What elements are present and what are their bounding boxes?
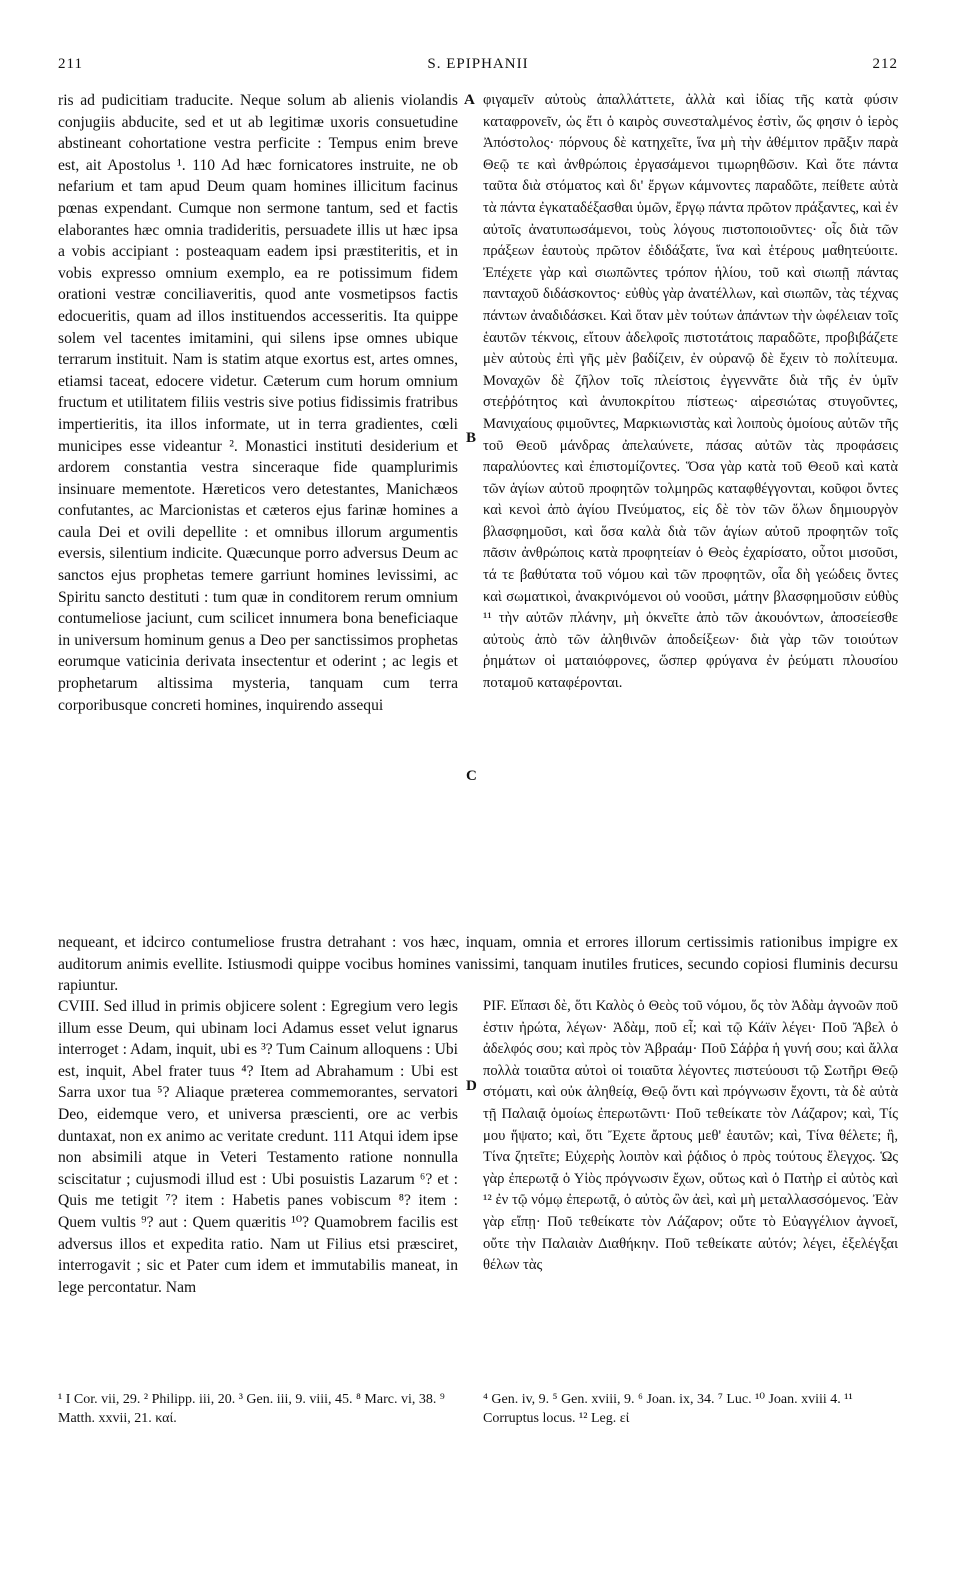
margin-marker-c: C — [466, 768, 477, 784]
greek-column-top — [483, 90, 898, 930]
full-width-text: nequeant, et idcirco contumeliose frustra detrahant : vos hæc, inquam, omnia et errores illorum certissimis rationibus impigre ex auditorum animis evellite. Istiusmodi quippe vocibus homines vanissimi, tanquam inutiles frutices, secundo copiosi fluminis decursu rapiuntur. — [58, 934, 898, 995]
footnotes-right: ⁴ Gen. iv, 9. ⁵ Gen. xviii, 9. ⁶ Joan. ix, 34. ⁷ Luc. ¹⁰ Joan. xviii 4. ¹¹ Corruptus locus. ¹² Leg. εἰ — [483, 1392, 853, 1426]
greek-column-bottom — [483, 996, 898, 1366]
margin-marker-b: B — [466, 430, 477, 446]
margin-marker-d: D — [466, 1078, 477, 1094]
page-number-left: 211 — [58, 56, 83, 72]
latin-column-bottom — [58, 996, 458, 1366]
margin-marker-a: A — [464, 92, 475, 108]
latin-text-top: ris ad pudicitiam traducite. Neque solum ab alienis violandis conjugiis abducite, sed et ut ab legitimæ uxoris consuetudine abstineant cohortatione vestra perficite : Tempus enim breve est, ait Apostolus ¹. 110 Ad hæc fornicatores instruite, ne ob nefarium et tam apud Deum quam homines illicitum facinus pœnas expendant. Cumque non sermone tantum, sed et factis elaborantes hæc omnia tradideritis, persuadete illis ut hæc ipsa a vobis accipiant : posteaquam eadem ipsi præstiteritis, et in vobis expresso omnium exemplo, ea re potissimum fidem orationi vestræ conciliaveritis, quod ante vosmetipsos factis edocueritis, quam ad illos instituendos accesseritis. Ita quippe solem vel tacentes imitamini, qui silens ipse omnes ubique terrarum instituit. Nam is statim atque exortus est, artes omnes, etiamsi taceat, edocere videtur. Cæterum cum horum omnium fructum et utilitatem filiis vestris sive potius fidissimis fratribus impertieritis, ita illos informate, ut in terra gradientes, cœli municipes esse videantur ². Monastici instituti desiderium et ardorem constantia vestra sinceraque fide quamplurimis insinuare mementote. Hæreticos vero detestantes, Manichæos confutantes, ac Marcionistas et cæteros ejus farinæ homines a caula Dei et ovili depellite : et omnibus illorum argumentis eversis, silentium indicite. Quæcunque porro adversus Deum ac sanctos ejus prophetas temere garriunt homines levissimi, ac Spiritu sancto destituti : tum quæ in conditorem rerum omnium contumeliose jaciunt, cum scilicet innumera bona beneficiaque in universum hominum genus a Deo per sanctissimos prophetas eorumque vaticinia derivata insectentur et oderint ; ac legis et prophetarum altissima mysteria, tanquam cum terra corporibusque concreti homines, inquirendo assequi — [58, 92, 458, 714]
greek-text-bottom: PIF. Εἴπασι δὲ, ὅτι Καλὸς ὁ Θεὸς τοῦ νόμου, ὅς τὸν Ἀδὰμ ἀγνοῶν ποῦ ἐστιν ἠρώτα, λέγων· Ἀδὰμ, ποῦ εἶ; καὶ τῷ Κάϊν λέγει· Ποῦ Ἄβελ ὁ ἀδελφός σου; καὶ πρὸς τὸν Ἀβραάμ· Ποῦ Σάῤῥα ἡ γυνή σου; καὶ ἄλλα πολλὰ τοιαῦτα αὐτοὶ οἱ τοιαῦτα λέγοντες πιστεύουσι τῷ Σωτῆρι Θεῷ στόματι, καὶ οὐκ ἀληθείᾳ, Θεῷ ὄντι καὶ πρόγνωσιν ἔχοντι, τὰ δὲ αὐτὰ τῇ Παλαιᾷ ὁμοίως ἐπερωτῶντι· Ποῦ τεθείκατε τὸν Λάζαρον; καὶ, Τίς μου ἥψατο; καὶ, ὅτι Ἔχετε ἄρτους μεθ' ἑαυτῶν; καὶ, Τίνα θέλετε; ἢ, Τίνα ζητεῖτε; Εὐχερὴς λοιπὸν καὶ ῥᾴδιος ὁ πρὸς τούτους ἔλεγχος. Ὡς γὰρ ἐπερωτᾷ ὁ Υἱὸς πρόγνωσιν ἔχων, οὕτως καὶ ὁ Πατὴρ εἰ αὐτὸς καὶ ¹² ἐν τῷ νόμῳ ἐπερωτᾷ, ὁ αὐτὸς ὢν ἀεὶ, καὶ μὴ μεταλλασσόμενος. Ἐὰν γὰρ εἴπῃ· Ποῦ τεθείκατε τὸν Λάζαρον; οὔτε τὸ Εὐαγγέλιον ἀγνοεῖ, οὔτε τὴν Παλαιὰν Διαθήκην. Ποῦ τεθείκατε αὐτόν; λέγει, ἐξελέγξαι θέλων τὰς — [483, 998, 898, 1274]
greek-text-top: φιγαμεῖν αὐτοὺς ἀπαλλάττετε, ἀλλὰ καὶ ἰδίας τῆς κατὰ φύσιν καταφρονεῖν, ὡς ἔτι ὁ καιρὸς συνεσταλμένος ἐστὶν, ὥς φησιν ὁ ἱερὸς Ἀπόστολος· πόρνους δὲ κατηχεῖτε, ἵνα μὴ τὴν ἀθέμιτον πρᾶξιν παρὰ Θεῷ τε καὶ ἀνθρώποις ἐργασάμενοι τιμωρηθῶσιν. Καὶ ὅτε πάντα ταῦτα διὰ στόματος καὶ δι' ἔργων κάμνοντες παραδῶτε, πείθετε αὐτὰ τὰ πάντα ἐγκαταδέξασθαι ὑμῶν, ἔργῳ πάντα πρῶτον πράξαντες, καὶ ἐν αὐτοῖς ἀνατυπωσάμενοι, τοὺς λόγους πιστοποιοῦντες· οἷς διὰ τῶν πράξεων ἑαυτοὺς πρῶτον ἐδιδάξατε, ἵνα καὶ ἑτέρους μαθητεύοιτε. Ἐπέχετε γὰρ καὶ σιωπῶντες τρόπον ἡλίου, τοῦ καὶ σιωπῇ πάντας πανταχοῦ διδάσκοντος· εὐθὺς γὰρ ἀνατέλλων, καὶ σιωπῶν, τὰς τέχνας πάντων ἀναδιδάσκει. Καὶ ὅταν μὲν τούτων ἁπάντων τὴν ὠφέλειαν τοῖς ἑαυτῶν τέκνοις, εἴτουν ἀδελφοῖς πιστοτάτοις παραδῶτε, προβιβάζετε μὲν αὐτοὺς ἐπὶ γῆς μὲν βαδίζειν, ἐν οὐρανῷ δὲ ἔχειν τὸ πολίτευμα. Μοναχῶν δὲ ζῆλον τοῖς πλείστοις ἐγγεννᾶτε διὰ τῆς ἐν ὑμῖν στεῤῥότητος καὶ ἀνυποκρίτου πίστεως· αἱρεσιώτας στυγοῦντες, Μανιχαίους φιμοῦντες, Μαρκιωνιστὰς καὶ λοιποὺς ὁμοίους αὐτῶν τῆς τοῦ Θεοῦ μάνδρας ἀπελαύνετε, πάσας αὐτῶν τὰς προφάσεις παραλύοντες καὶ ἐπιστομίζοντες. Ὅσα γὰρ κατὰ τοῦ Θεοῦ καὶ κατὰ τῶν ἁγίων αὐτοῦ προφητῶν τολμηρῶς καταφθέγγονται, κοῦφοι ὄντες καὶ κενοὶ ἀπὸ ἁγίου Πνεύματος, εἰς δὲ τὸν τῶν ὅλων δημιουργὸν βλασφημοῦσι, καὶ ὅσα καλὰ διὰ τῶν ἁγίων αὐτοῦ προφητῶν τοῖς πᾶσιν ἀνθρώποις κατὰ προφητείαν ὁ Θεὸς ἐχαρίσατο, οὗτοι μισοῦσι, τά τε βαθύτατα τοῦ νόμου καὶ τῶν προφητῶν, οἷα δὴ γεώδεις ὄντες καὶ σωματικοὶ, ἀνακρινόμενοι οὐ νοοῦσι, μάτην βλασφημοῦσιν εὐθὺς ¹¹ τὴν αὐτῶν πλάνην, μὴ ὀκνεῖτε ἀπὸ τῶν ἀκουόντων, ἀποσείεσθε αὐτοὺς ἀπὸ τῶν ἀληθινῶν ἀποδείξεων· διὰ γὰρ τῶν τοιούτων ῥημάτων οἱ ματαιόφρονες, ὥσπερ φρύγανα ἐν ῥεύματι πλουσίου ποταμοῦ καταφέρονται. — [483, 92, 898, 692]
latin-column-top — [58, 90, 458, 930]
page-number-right: 212 — [872, 56, 898, 72]
full-width-paragraph — [58, 932, 898, 996]
page-header — [58, 56, 898, 80]
latin-text-bottom: CVIII. Sed illud in primis objicere solent : Egregium vero legis illum esse Deum, qui ubinam loci Adamus esset velut ignarus interroget : Adam, inquit, ubi es ³? Tum Cainum alloquens : Ubi est, inquit, Abel frater tuus ⁴? Item ad Abrahamum : Ubi est Sarra uxor tua ⁵? Aliaque præterea commemorantes, servatori Deo, eidemque vero, et universa præscienti, ore ac verbis duntaxat, non ex animo ac veritate credunt. 111 Atqui idem ipse non absimili atque in Veteri Testamento ratione nonnulla sciscitatur ; cujusmodi illud est : Ubi posuistis Lazarum ⁶? et : Quis me tetigit ⁷? item : Habetis panes vobiscum ⁸? item : Quem vultis ⁹? aut : Quem quæritis ¹⁰? Quamobrem facilis est adversus illos et expedita ratio. Nam ut Filius etsi præsciret, interrogavit ; sic et Pater cum idem et immutabilis maneat, in lege percontatur. Nam — [58, 998, 458, 1296]
footnotes-left: ¹ I Cor. vii, 29. ² Philipp. iii, 20. ³ Gen. iii, 9. viii, 45. ⁸ Marc. vi, 38. ⁹ Matth. xxvii, 21. καί. — [58, 1392, 445, 1426]
running-title: S. EPIPHANII — [427, 56, 529, 72]
